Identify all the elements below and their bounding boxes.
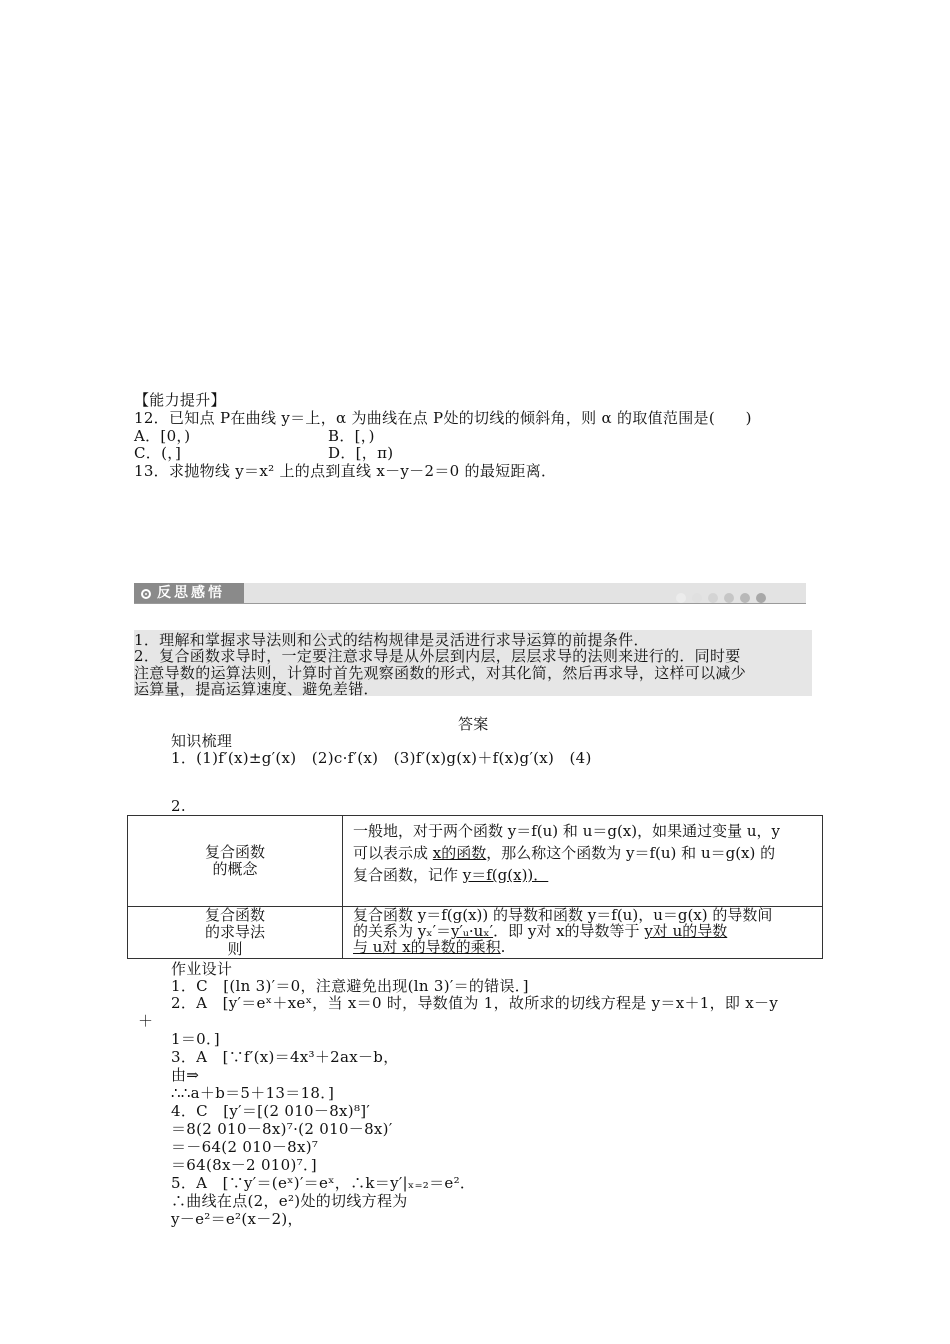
homework-3-c: ∴∴a＋b＝5＋13＝18．] xyxy=(171,1084,335,1102)
ability-heading: 【能力提升】 xyxy=(134,391,226,409)
homework-3-b: 由⇒ xyxy=(171,1066,200,1084)
reflection-item-2-line-2: 注意导数的运算法则，计算时首先观察函数的形式，对其化简，然后再求导，这样可以减少 xyxy=(134,664,747,682)
rule-line xyxy=(353,939,812,955)
rule-label xyxy=(128,907,343,959)
reflection-item-1: 1．理解和掌握求导法则和公式的结构规律是灵活进行求导运算的前提条件． xyxy=(134,631,649,649)
homework-4: 4．C [y′＝[(2 010－8x)⁸]′ xyxy=(171,1102,371,1120)
rule-label-line: 则 xyxy=(227,940,243,958)
rule-label-line: 的求导法 xyxy=(204,923,265,941)
blank-answer: y＝f(g(x))． xyxy=(462,866,549,884)
question-13: 13．求抛物线 y＝x² 上的点到直线 x－y－2＝0 的最短距离． xyxy=(134,462,557,480)
blank-answer: y对 u的导数 xyxy=(644,922,728,940)
reflection-title: 反思感悟 xyxy=(157,585,225,601)
dot-icon xyxy=(724,593,734,603)
dot-icon xyxy=(740,593,750,603)
homework-1: 1．C [(ln 3)′＝0，注意避免出现(ln 3)′＝的错误．] xyxy=(171,977,529,995)
text: ，那么称这个函数为 y＝f(u) 和 u＝g(x) 的 xyxy=(486,844,776,862)
homework-4-d: ＝64(8x－2 010)⁷．] xyxy=(171,1156,317,1174)
blank-answer: x的函数 xyxy=(432,844,487,862)
concept-label xyxy=(128,816,343,907)
concept-definition xyxy=(343,816,823,907)
rule-line: 复合函数 y＝f(g(x)) 的导数和函数 y＝f(u)，u＝g(x) 的导数间 xyxy=(353,906,773,924)
homework-2: 2．A [y′＝eˣ＋xeˣ，当 x＝0 时，导数值为 1，故所求的切线方程是 y＝x＋1，即 x－y xyxy=(171,994,779,1012)
q12-option-c: C．(，] xyxy=(134,444,182,462)
text: 复合函数，记作 xyxy=(353,866,463,884)
reflection-header-rule xyxy=(134,603,806,604)
homework-4-c: ＝－64(2 010－8x)⁷ xyxy=(171,1138,319,1156)
dot-icon xyxy=(756,593,766,603)
definition-line xyxy=(353,864,812,886)
homework-5: 5．A [∵y′＝(eˣ)′＝eˣ，∴k＝y′|ₓ₌₂＝e²． xyxy=(171,1174,476,1192)
concept-label-line: 的概念 xyxy=(212,860,258,878)
reflection-header-tab xyxy=(134,583,244,603)
table-row xyxy=(128,907,823,959)
table-row xyxy=(128,816,823,907)
homework-2-plus: ＋ xyxy=(138,1012,154,1030)
decorative-dots xyxy=(676,588,772,607)
homework-4-b: ＝8(2 010－8x)⁷·(2 010－8x)′ xyxy=(171,1120,393,1138)
answer-2: 2. xyxy=(171,797,186,815)
homework-2-end: 1＝0．] xyxy=(171,1030,220,1048)
target-icon xyxy=(141,589,151,599)
blank-answer: y′ᵤ·uₓ′ xyxy=(451,922,494,940)
answer-1: 1．(1)f′(x)±g′(x) (2)c·f′(x) (3)f′(x)g(x)＋f(x)g′(x) (4) xyxy=(171,749,592,767)
definition-line: 一般地，对于两个函数 y＝f(u) 和 u＝g(x)，如果通过变量 u，y xyxy=(353,822,781,840)
text: ．即 y对 x的导数等于 xyxy=(493,922,645,940)
concept-label-line: 复合函数 xyxy=(204,843,265,861)
rule-line xyxy=(353,923,812,939)
text: . xyxy=(500,938,506,956)
definition-line xyxy=(353,842,812,864)
homework-5-c: y－e²＝e²(x－2)， xyxy=(171,1210,303,1228)
reflection-item-2: 2．复合函数求导时，一定要注意求导是从外层到内层，层层求导的法则来进行的．同时要 xyxy=(134,647,741,665)
q12-option-a: A．[0，) xyxy=(134,427,191,445)
rule-label-line: 复合函数 xyxy=(204,906,265,924)
q12-option-d: D．[，π) xyxy=(328,444,394,462)
question-12: 12．已知点 P在曲线 y＝上，α 为曲线在点 P处的切线的倾斜角，则 α 的取值范围是( ) xyxy=(134,409,752,427)
dot-icon xyxy=(692,593,702,603)
reflection-item-2-line-3: 运算量，提高运算速度、避免差错． xyxy=(134,680,379,698)
rule-definition xyxy=(343,907,823,959)
text: 的关系为 yₓ′＝ xyxy=(353,922,452,940)
dot-icon xyxy=(676,593,686,603)
text: 可以表示成 xyxy=(353,844,433,862)
knowledge-heading: 知识梳理 xyxy=(171,732,233,750)
answers-title: 答案 xyxy=(458,715,489,733)
homework-3: 3．A [∵f′(x)＝4x³＋2ax－b， xyxy=(171,1048,399,1066)
dot-icon xyxy=(708,593,718,603)
q12-option-b: B．[，) xyxy=(328,427,375,445)
blank-answer: 与 u对 x的导数的乘积 xyxy=(353,938,501,956)
composite-function-table xyxy=(127,815,823,959)
homework-heading: 作业设计 xyxy=(171,960,233,978)
homework-5-b: ∴曲线在点(2，e²)处的切线方程为 xyxy=(171,1192,408,1210)
